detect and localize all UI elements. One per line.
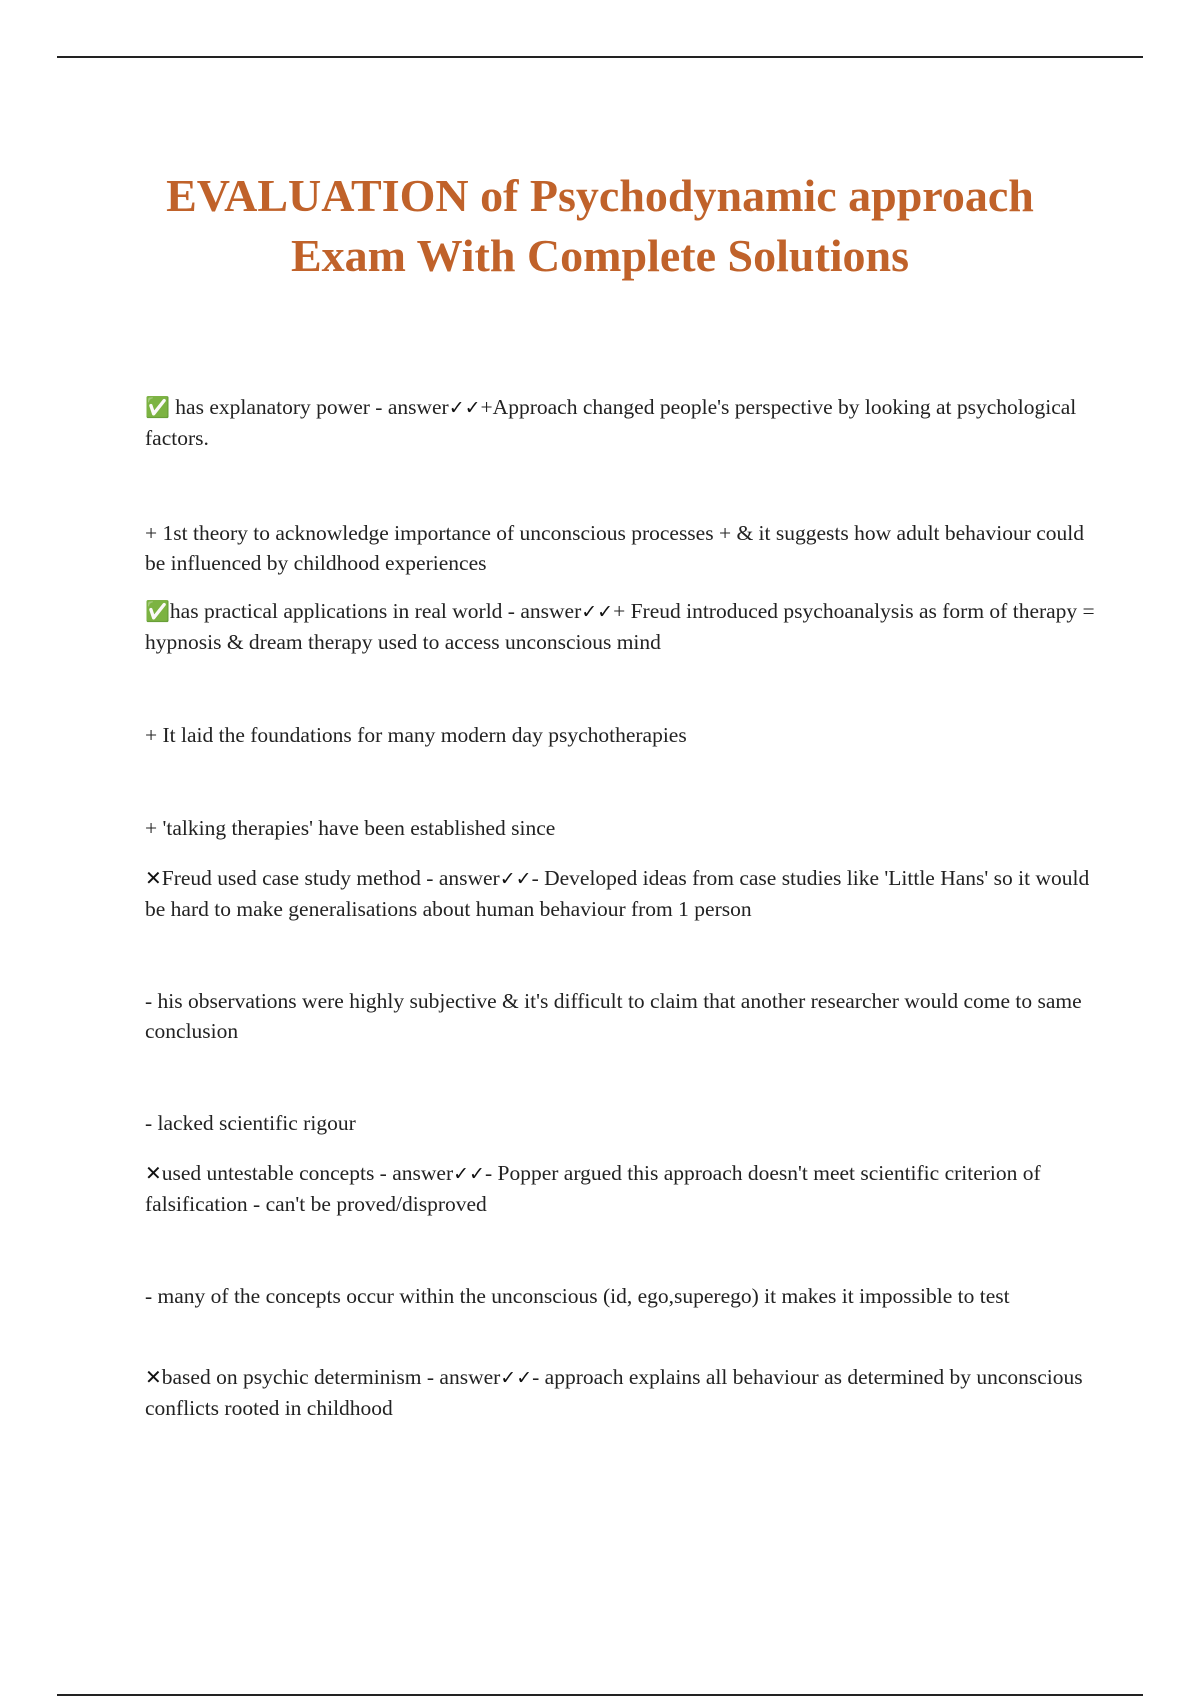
title-line-2: Exam With Complete Solutions [290, 230, 910, 281]
double-tick-icon: ✓✓ [500, 1367, 533, 1389]
document-title [100, 166, 1100, 286]
paragraph-talking-therapies [145, 813, 1095, 843]
title-line-1: EVALUATION of Psychodynamic approach [166, 170, 1034, 221]
double-tick-icon: ✓✓ [453, 1163, 485, 1185]
answer-text: + Freud introduced psychoanalysis as form of therapy = hypnosis & dream therapy used to access unconscious mind [145, 599, 1095, 654]
check-mark-icon: ✅ [145, 599, 170, 623]
paragraph-psychic-determinism [145, 1362, 1095, 1423]
double-tick-icon: ✓✓ [581, 601, 614, 623]
paragraph-foundations [145, 720, 1095, 750]
answer-text: - Popper argued this approach doesn't meet scientific criterion of falsification - can't be proved/disproved [145, 1161, 1041, 1216]
cross-mark-icon: ✕ [145, 866, 162, 890]
question-text: based on psychic determinism - answer [161, 1365, 501, 1389]
paragraph-explanatory-power [145, 392, 1095, 453]
bottom-rule [57, 1694, 1143, 1696]
body-text: - lacked scientific rigour [145, 1111, 356, 1135]
cross-mark-icon: ✕ [145, 1161, 162, 1185]
question-text: used untestable concepts - answer [161, 1161, 454, 1185]
answer-text: - approach explains all behaviour as determined by unconscious conflicts rooted in childhood [145, 1365, 1083, 1420]
top-rule [57, 56, 1143, 58]
paragraph-subjective-observations [145, 986, 1095, 1046]
double-tick-icon: ✓✓ [499, 868, 532, 890]
body-text: + 'talking therapies' have been established since [145, 816, 556, 840]
paragraph-unconscious-concepts [145, 1281, 1095, 1311]
body-text: - his observations were highly subjective & it's difficult to claim that another researcher would come to same conclusion [145, 989, 1082, 1043]
body-text: - many of the concepts occur within the unconscious (id, ego,superego) it makes it impossible to test [145, 1284, 1010, 1308]
paragraph-untestable-concepts [145, 1158, 1095, 1219]
check-mark-icon: ✅ [145, 395, 170, 419]
body-text: + 1st theory to acknowledge importance of unconscious processes + & it suggests how adult behaviour could be influenced by childhood experiences [145, 521, 1084, 575]
question-text: has explanatory power - answer [169, 395, 449, 419]
answer-text: +Approach changed people's perspective by looking at psychological factors. [145, 395, 1077, 450]
paragraph-practical-applications [145, 596, 1095, 657]
paragraph-unconscious-processes [145, 518, 1095, 578]
answer-text: - Developed ideas from case studies like 'Little Hans' so it would be hard to make generalisations about human behaviour from 1 person [145, 866, 1090, 921]
double-tick-icon: ✓✓ [448, 397, 481, 419]
body-text: + It laid the foundations for many modern day psychotherapies [145, 723, 687, 747]
paragraph-scientific-rigour [145, 1108, 1095, 1138]
cross-mark-icon: ✕ [145, 1365, 162, 1389]
question-text: Freud used case study method - answer [161, 866, 500, 890]
paragraph-case-study [145, 863, 1095, 924]
question-text: has practical applications in real world - answer [169, 599, 582, 623]
